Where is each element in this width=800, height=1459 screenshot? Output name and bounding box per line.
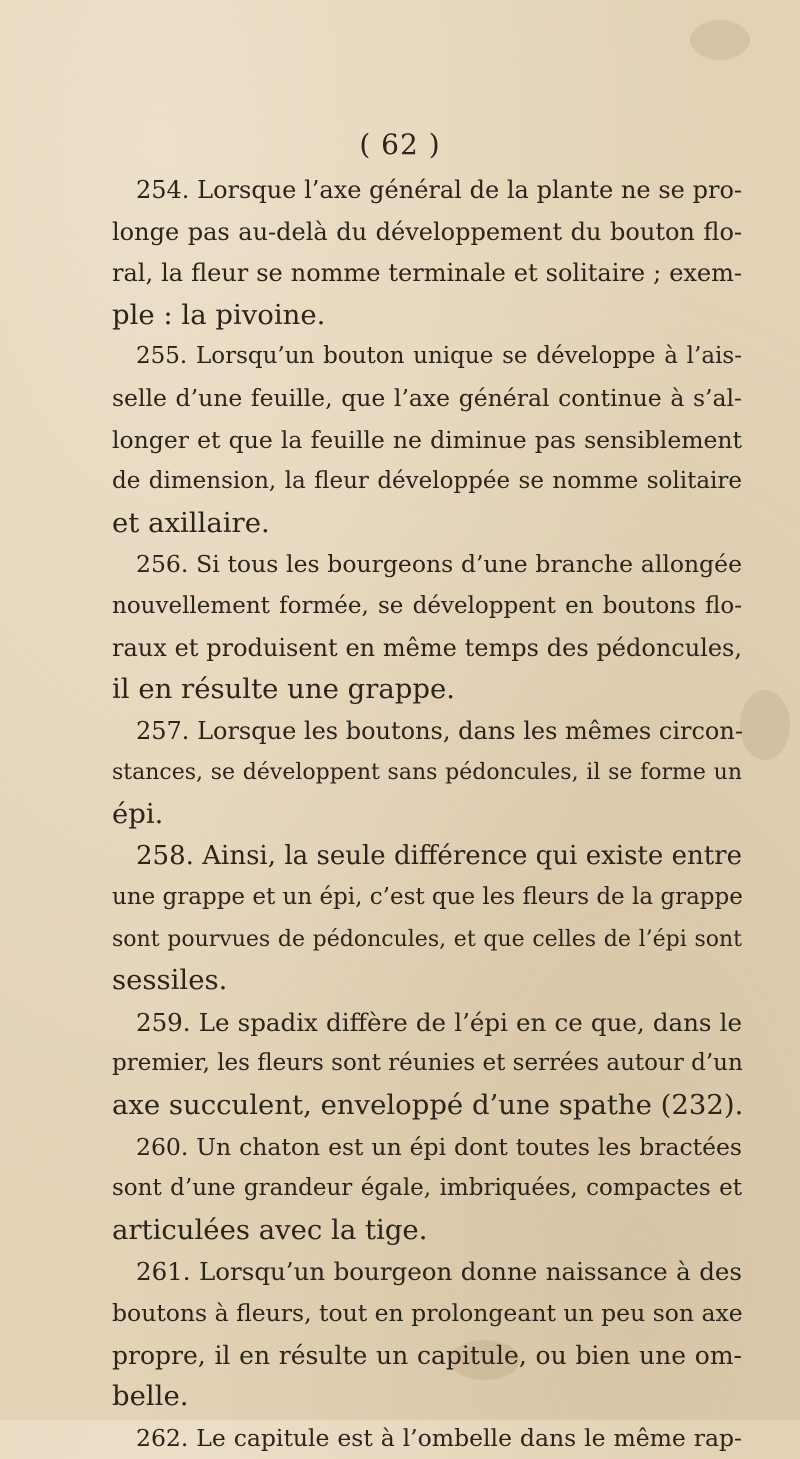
text-line: longer et que la feuille ne diminue pas sensiblement (112, 425, 742, 454)
text-line: 257. Lorsque les boutons, dans les mêmes circon- (136, 716, 743, 745)
text-line: ral, la fleur se nomme terminale et solitaire ; exem- (112, 259, 742, 288)
text-line: longe pas au-delà du développement du bouton flo- (112, 217, 742, 246)
text-line: sessiles. (112, 964, 228, 997)
text-line: 262. Le capitule est à l’ombelle dans le même rap- (136, 1423, 742, 1452)
text-line: selle d’une feuille, que l’axe général continue à s’al- (112, 383, 742, 412)
text-line: belle. (112, 1380, 189, 1413)
text-line: 258. Ainsi, la seule différence qui existe entre (136, 840, 742, 871)
text-line: épi. (112, 797, 164, 830)
text-line: 255. Lorsqu’un bouton unique se développe à l’ais- (136, 343, 742, 370)
text-line: 256. Si tous les bourgeons d’une branche allongée (136, 550, 742, 579)
text-line: 254. Lorsque l’axe général de la plante ne se pro- (136, 176, 742, 204)
text-line: sont d’une grandeur égale, imbriquées, compactes et (112, 1175, 742, 1202)
text-line: axe succulent, enveloppé d’une spathe (232). (112, 1089, 744, 1122)
text-line: il en résulte une grappe. (112, 673, 455, 706)
text-line: articulées avec la tige. (112, 1213, 428, 1246)
text-line: boutons à fleurs, tout en prolongeant un peu son axe (112, 1299, 743, 1328)
text-line: premier, les fleurs sont réunies et serrées autour d’un (112, 1050, 743, 1077)
text-line: 260. Un chaton est un épi dont toutes les bractées (136, 1132, 742, 1161)
body-text (112, 170, 742, 1459)
paper-stain (690, 20, 750, 60)
text-line: 259. Le spadix diffère de l’épi en ce que, dans le (136, 1007, 742, 1037)
paper-stain (740, 690, 790, 760)
text-line: 261. Lorsqu’un bourgeon donne naissance à des (136, 1257, 742, 1287)
text-line: sont pourvues de pédoncules, et que celles de l’épi sont (112, 926, 742, 952)
text-line: ple : la pivoine. (112, 298, 326, 331)
text-line: nouvellement formée, se développent en boutons flo- (112, 592, 742, 619)
text-line: propre, il en résulte un capitule, ou bien une om- (112, 1340, 742, 1370)
text-line: une grappe et un épi, c’est que les fleurs de la grappe (112, 884, 743, 911)
text-line: raux et produisent en même temps des pédoncules, (112, 633, 742, 662)
text-line: de dimension, la fleur développée se nomme solitaire (112, 468, 742, 495)
page-number: ( 62 ) (359, 128, 441, 161)
text-line: stances, se développent sans pédoncules, il se forme un (112, 760, 742, 786)
text-line: et axillaire. (112, 506, 270, 539)
